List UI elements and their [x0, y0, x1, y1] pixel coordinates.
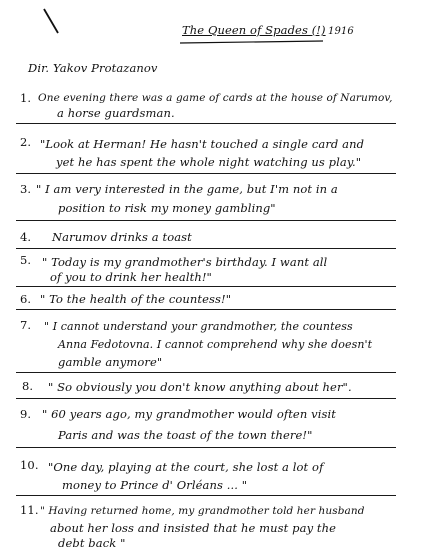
item-line: " 60 years ago, my grandmother would often visit: [42, 407, 336, 421]
item-line: Paris and was the toast of the town there!": [58, 428, 313, 442]
item-number: 10.: [20, 458, 39, 472]
item-line: about her loss and insisted that he must pay the: [50, 521, 337, 535]
item-line: " I am very interested in the game, but I'm not in a: [36, 182, 338, 196]
rule-line: [16, 309, 396, 310]
document-year: 1916: [328, 26, 354, 37]
item-line: position to risk my money gambling": [58, 201, 276, 215]
item-number: 2.: [20, 135, 32, 149]
item-line: "Look at Herman! He hasn't touched a single card and: [40, 137, 365, 151]
item-line: "One day, playing at the court, she lost a lot of: [48, 460, 324, 474]
rule-line: [16, 248, 396, 249]
rule-line: [16, 286, 396, 287]
item-line: " Today is my grandmother's birthday. I want all: [42, 255, 328, 269]
rule-line: [16, 123, 396, 124]
item-line: " To the health of the countess!": [40, 292, 232, 306]
item-line: One evening there was a game of cards at the house of Narumov,: [38, 92, 393, 104]
item-number: 1.: [20, 91, 32, 105]
item-line: " Having returned home, my grandmother told her husband: [40, 505, 365, 517]
rule-line: [16, 398, 396, 399]
rule-line: [16, 220, 396, 221]
item-line: Narumov drinks a toast: [52, 230, 192, 244]
document-title: The Queen of Spades (!): [182, 23, 326, 37]
director-byline: Dir. Yakov Protazanov: [28, 61, 158, 75]
item-number: 8.: [22, 379, 34, 393]
rule-line: [16, 447, 396, 448]
item-line: debt back ": [58, 536, 126, 550]
item-number: 11.: [20, 503, 39, 517]
rule-line: [16, 173, 396, 174]
item-line: " So obviously you don't know anything about her".: [48, 380, 352, 394]
item-line: of you to drink her health!": [50, 270, 212, 284]
item-number: 4.: [20, 230, 32, 244]
item-line: a horse guardsman.: [57, 106, 175, 120]
rule-line: [16, 495, 396, 496]
item-number: 5.: [20, 253, 32, 267]
item-line: " I cannot understand your grandmother, the countess: [44, 320, 353, 333]
item-line: gamble anymore": [58, 355, 163, 369]
item-number: 9.: [20, 407, 32, 421]
item-line: Anna Fedotovna. I cannot comprehend why she doesn't: [58, 338, 373, 351]
item-line: yet he has spent the whole night watching us play.": [56, 155, 362, 169]
item-line: money to Prince d' Orléans ... ": [62, 478, 248, 492]
rule-line: [16, 372, 396, 373]
item-number: 7.: [20, 318, 32, 332]
item-number: 6.: [20, 292, 32, 306]
item-number: 3.: [20, 182, 32, 196]
